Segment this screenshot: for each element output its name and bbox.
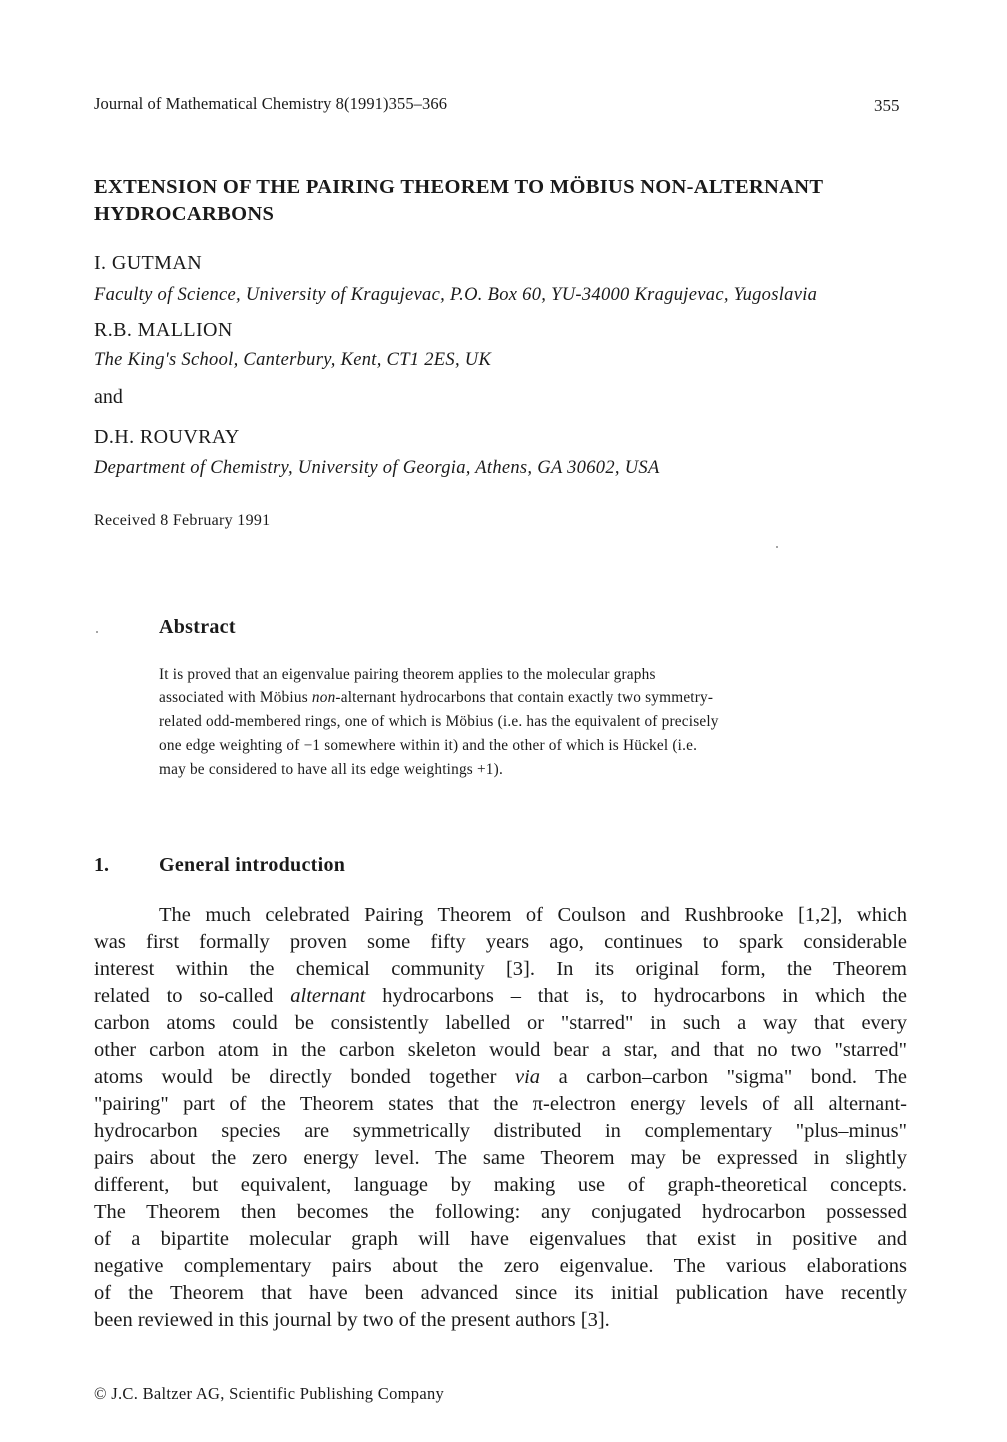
abstract-text: alternant hydrocarbons that contain exactly two symmetry- <box>340 689 714 706</box>
author-affiliation: Faculty of Science, University of Kragujevac, P.O. Box 60, YU-34000 Kragujevac, Yugoslavia <box>94 285 818 305</box>
body-line: "pairing" part of the Theorem states that the π-electron energy levels of all alternant- <box>94 1093 907 1115</box>
running-head: Journal of Mathematical Chemistry 8(1991)355–366 <box>94 94 448 113</box>
paper-title <box>94 174 954 228</box>
abstract-text: associated with Möbius <box>159 689 312 706</box>
body-text: related to so-called <box>94 985 291 1007</box>
body-line: other carbon atom in the carbon skeleton would bear a star, and that no two "starred" <box>94 1039 907 1061</box>
copyright-footer: © J.C. Baltzer AG, Scientific Publishing Company <box>94 1384 445 1403</box>
author-conjunction: and <box>94 386 123 408</box>
section-number: 1. <box>94 854 109 876</box>
author-name: I. GUTMAN <box>94 252 203 274</box>
body-line: hydrocarbon species are symmetrically distributed in complementary "plus–minus" <box>94 1120 907 1142</box>
author-name: R.B. MALLION <box>94 319 233 341</box>
abstract-line: related odd-membered rings, one of which is Möbius (i.e. has the equivalent of precisely <box>159 713 719 730</box>
body-text: a carbon–carbon "sigma" bond. The <box>540 1066 907 1088</box>
title-line-2: HYDROCARBONS <box>94 203 275 225</box>
received-date: Received 8 February 1991 <box>94 512 271 529</box>
body-line: pairs about the zero energy level. The same Theorem may be expressed in slightly <box>94 1147 907 1169</box>
body-line: was first formally proven some fifty years ago, continues to spark considerable <box>94 931 907 953</box>
abstract-line: one edge weighting of −1 somewhere within it) and the other of which is Hückel (i.e. <box>159 737 698 754</box>
abstract-line: may be considered to have all its edge weightings +1). <box>159 761 503 778</box>
body-line <box>94 985 907 1008</box>
abstract-line: It is proved that an eigenvalue pairing theorem applies to the molecular graphs <box>159 666 656 683</box>
abstract-emphasis: non- <box>311 689 341 706</box>
author-affiliation: Department of Chemistry, University of Georgia, Athens, GA 30602, USA <box>94 458 660 478</box>
section-title: General introduction <box>159 854 346 876</box>
body-line: The much celebrated Pairing Theorem of Coulson and Rushbrooke [1,2], which <box>159 904 907 926</box>
body-line <box>94 1066 907 1089</box>
title-line-1: EXTENSION OF THE PAIRING THEOREM TO MÖBIUS NON-ALTERNANT <box>94 176 824 198</box>
body-emphasis: via <box>514 1066 541 1088</box>
body-line: carbon atoms could be consistently labelled or "starred" in such a way that every <box>94 1012 907 1034</box>
abstract-heading: Abstract <box>159 616 236 638</box>
body-line: interest within the chemical community [3]. In its original form, the Theorem <box>94 958 907 980</box>
body-text: hydrocarbons – that is, to hydrocarbons in which the <box>365 985 908 1007</box>
body-line: negative complementary pairs about the zero eigenvalue. The various elaborations <box>94 1255 907 1277</box>
body-line: different, but equivalent, language by making use of graph-theoretical concepts. <box>94 1174 907 1196</box>
scan-speck <box>776 546 778 548</box>
page-number: 355 <box>874 96 900 115</box>
body-text: atoms would be directly bonded together <box>94 1066 515 1088</box>
author-affiliation: The King's School, Canterbury, Kent, CT1 2ES, UK <box>94 350 492 370</box>
body-line: of the Theorem that have been advanced since its initial publication have recently <box>94 1282 907 1304</box>
body-emphasis: alternant <box>290 985 366 1007</box>
body-line: of a bipartite molecular graph will have eigenvalues that exist in positive and <box>94 1228 907 1250</box>
body-line: The Theorem then becomes the following: any conjugated hydrocarbon possessed <box>94 1201 907 1223</box>
scan-speck <box>96 631 98 633</box>
author-name: D.H. ROUVRAY <box>94 426 240 448</box>
abstract-line <box>159 689 713 707</box>
body-line: been reviewed in this journal by two of the present authors [3]. <box>94 1309 610 1331</box>
